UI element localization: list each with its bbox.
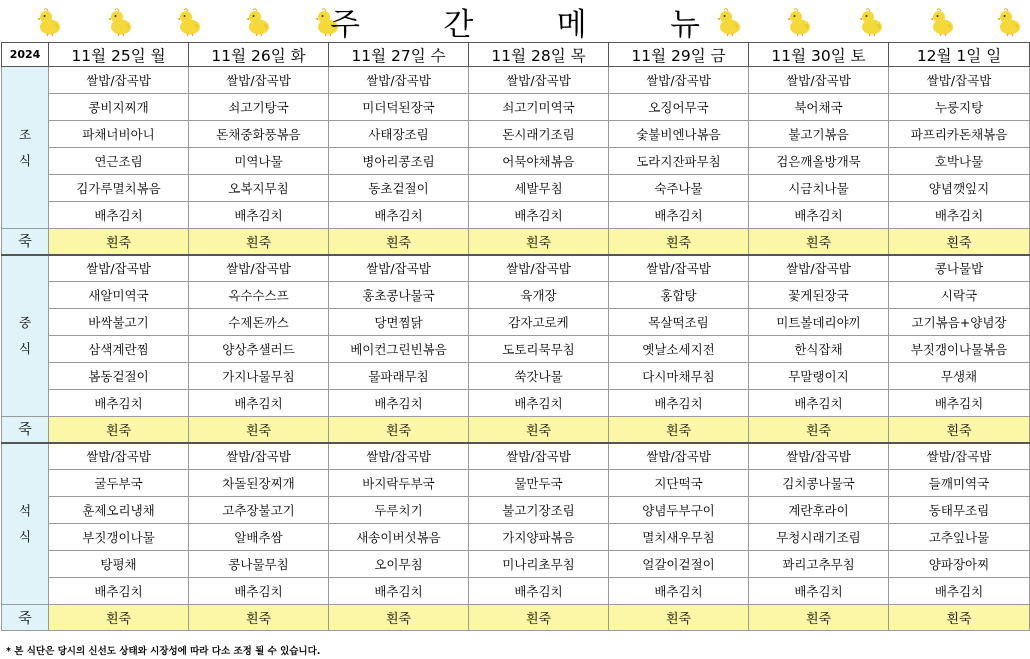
day-header: 11월 26일 화 [189, 43, 329, 67]
day-header: 11월 29일 금 [609, 43, 749, 67]
porridge-cell: 흰죽 [189, 605, 329, 631]
menu-cell: 배추김치 [49, 390, 189, 417]
menu-cell: 병아리콩조림 [329, 148, 469, 175]
chick-icon [245, 6, 271, 36]
menu-cell: 쌀밥/잡곡밥 [49, 255, 189, 282]
menu-cell: 훈제오리냉채 [49, 497, 189, 524]
porridge-cell: 흰죽 [49, 605, 189, 631]
menu-cell: 무말랭이지 [749, 363, 889, 390]
menu-cell: 배추김치 [189, 390, 329, 417]
day-header: 11월 25일 월 [49, 43, 189, 67]
menu-row [2, 551, 1030, 578]
menu-row [2, 255, 1030, 282]
menu-cell: 양파장아찌 [889, 551, 1030, 578]
menu-cell: 부짓갱이나물 [49, 524, 189, 551]
menu-cell: 쌀밥/잡곡밥 [889, 443, 1030, 470]
menu-cell: 누룽지탕 [889, 94, 1030, 121]
menu-cell: 배추김치 [469, 390, 609, 417]
menu-cell: 물만두국 [469, 470, 609, 497]
menu-cell: 도토리묵무침 [469, 336, 609, 363]
menu-cell: 배추김치 [49, 202, 189, 229]
menu-cell: 쌀밥/잡곡밥 [469, 443, 609, 470]
porridge-row [2, 605, 1030, 631]
menu-cell: 부짓갱이나물볶음 [889, 336, 1030, 363]
porridge-cell: 흰죽 [609, 229, 749, 255]
menu-cell: 콩나물밥 [889, 255, 1030, 282]
menu-cell: 양념두부구이 [609, 497, 749, 524]
menu-cell: 도라지잔파무침 [609, 148, 749, 175]
menu-cell: 미더덕된장국 [329, 94, 469, 121]
year-label: 2024 [2, 43, 49, 67]
menu-cell: 무청시래기조림 [749, 524, 889, 551]
menu-cell: 바싹불고기 [49, 309, 189, 336]
menu-cell: 시금치나물 [749, 175, 889, 202]
porridge-cell: 흰죽 [469, 605, 609, 631]
menu-cell: 쌀밥/잡곡밥 [469, 67, 609, 94]
menu-cell: 호박나물 [889, 148, 1030, 175]
menu-cell: 양념깻잎지 [889, 175, 1030, 202]
porridge-cell: 흰죽 [609, 605, 749, 631]
menu-cell: 베이컨그린빈볶음 [329, 336, 469, 363]
meal-label-char: 식 [18, 152, 32, 168]
title-char: 간 [443, 6, 474, 43]
menu-cell: 쌀밥/잡곡밥 [749, 67, 889, 94]
menu-cell: 꽃게된장국 [749, 282, 889, 309]
menu-cell: 목살떡조림 [609, 309, 749, 336]
menu-row [2, 202, 1030, 229]
chick-icon [716, 6, 742, 36]
porridge-cell: 흰죽 [749, 417, 889, 443]
menu-cell: 다시마채무침 [609, 363, 749, 390]
menu-cell: 배추김치 [749, 578, 889, 605]
menu-cell: 쌀밥/잡곡밥 [49, 443, 189, 470]
menu-cell: 쌀밥/잡곡밥 [469, 255, 609, 282]
menu-cell: 삼색계란찜 [49, 336, 189, 363]
menu-cell: 세발무침 [469, 175, 609, 202]
title-char: 메 [556, 6, 587, 43]
chick-icon [36, 6, 62, 36]
menu-cell: 봄동겉절이 [49, 363, 189, 390]
title-bar [0, 0, 1030, 42]
menu-row [2, 175, 1030, 202]
porridge-cell: 흰죽 [889, 417, 1030, 443]
menu-cell: 배추김치 [189, 202, 329, 229]
menu-row [2, 497, 1030, 524]
menu-cell: 홍초콩나물국 [329, 282, 469, 309]
menu-cell: 미트볼데리야끼 [749, 309, 889, 336]
menu-cell: 쌀밥/잡곡밥 [329, 255, 469, 282]
menu-cell: 미역나물 [189, 148, 329, 175]
menu-cell: 사태장조림 [329, 121, 469, 148]
menu-cell: 어묵야채볶음 [469, 148, 609, 175]
menu-cell: 배추김치 [889, 390, 1030, 417]
menu-cell: 쌀밥/잡곡밥 [889, 67, 1030, 94]
meal-label [2, 255, 49, 417]
menu-cell: 육개장 [469, 282, 609, 309]
menu-cell: 배추김치 [329, 578, 469, 605]
header-row [2, 43, 1030, 67]
menu-cell: 쇠고기탕국 [189, 94, 329, 121]
meal-label-char: 조 [18, 126, 32, 142]
meal-label [2, 443, 49, 605]
menu-cell: 가지나물무침 [189, 363, 329, 390]
porridge-cell: 흰죽 [609, 417, 749, 443]
porridge-cell: 흰죽 [49, 229, 189, 255]
menu-cell: 새알미역국 [49, 282, 189, 309]
weekly-menu-table [1, 42, 1030, 631]
porridge-cell: 흰죽 [329, 605, 469, 631]
menu-cell: 북어채국 [749, 94, 889, 121]
menu-cell: 배추김치 [609, 578, 749, 605]
menu-cell: 배추김치 [609, 202, 749, 229]
menu-body [2, 67, 1030, 631]
menu-cell: 새송이버섯볶음 [329, 524, 469, 551]
menu-cell: 옥수수스프 [189, 282, 329, 309]
menu-row [2, 67, 1030, 94]
menu-row [2, 363, 1030, 390]
menu-cell: 돈채중화풍볶음 [189, 121, 329, 148]
porridge-cell: 흰죽 [189, 229, 329, 255]
menu-cell: 쑥갓나물 [469, 363, 609, 390]
menu-cell: 물파래무침 [329, 363, 469, 390]
porridge-cell: 흰죽 [889, 229, 1030, 255]
menu-cell: 감자고로케 [469, 309, 609, 336]
menu-cell: 한식잡채 [749, 336, 889, 363]
menu-cell: 연근조림 [49, 148, 189, 175]
menu-cell: 홍합탕 [609, 282, 749, 309]
porridge-label: 죽 [2, 229, 49, 255]
meal-label-char: 중 [18, 314, 32, 330]
menu-cell: 양상추샐러드 [189, 336, 329, 363]
porridge-label: 죽 [2, 605, 49, 631]
day-header: 11월 28일 목 [469, 43, 609, 67]
menu-row [2, 309, 1030, 336]
menu-cell: 두루치기 [329, 497, 469, 524]
day-header: 11월 30일 토 [749, 43, 889, 67]
menu-cell: 지단떡국 [609, 470, 749, 497]
porridge-row [2, 229, 1030, 255]
menu-cell: 쌀밥/잡곡밥 [749, 255, 889, 282]
footnote: * 본 식단은 당시의 신선도 상태와 시장성에 따라 다소 조정 될 수 있습니다. [6, 646, 321, 657]
menu-row [2, 524, 1030, 551]
menu-cell: 배추김치 [189, 578, 329, 605]
menu-cell: 쌀밥/잡곡밥 [189, 255, 329, 282]
menu-cell: 동태무조림 [889, 497, 1030, 524]
porridge-cell: 흰죽 [329, 417, 469, 443]
menu-cell: 배추김치 [609, 390, 749, 417]
menu-cell: 오징어무국 [609, 94, 749, 121]
menu-cell: 숙주나물 [609, 175, 749, 202]
menu-cell: 배추김치 [749, 390, 889, 417]
menu-row [2, 121, 1030, 148]
porridge-cell: 흰죽 [469, 229, 609, 255]
menu-cell: 얼갈이겉절이 [609, 551, 749, 578]
menu-cell: 파프리카돈채볶음 [889, 121, 1030, 148]
menu-cell: 굴두부국 [49, 470, 189, 497]
title-char: 주 [330, 6, 360, 43]
menu-cell: 들깨미역국 [889, 470, 1030, 497]
menu-cell: 쌀밥/잡곡밥 [189, 443, 329, 470]
chick-icon [176, 6, 202, 36]
menu-cell: 차돌된장찌개 [189, 470, 329, 497]
menu-cell: 불고기볶음 [749, 121, 889, 148]
menu-row [2, 148, 1030, 175]
chick-icon [996, 6, 1022, 36]
menu-cell: 숯불비엔나볶음 [609, 121, 749, 148]
menu-cell: 수제돈까스 [189, 309, 329, 336]
porridge-cell: 흰죽 [329, 229, 469, 255]
menu-cell: 파채너비아니 [49, 121, 189, 148]
menu-row [2, 336, 1030, 363]
menu-cell: 오복지무침 [189, 175, 329, 202]
chick-icon [786, 6, 812, 36]
menu-cell: 검은깨올방개묵 [749, 148, 889, 175]
menu-cell: 쌀밥/잡곡밥 [609, 67, 749, 94]
meal-label-char: 석 [18, 502, 32, 518]
meal-label-char: 식 [18, 528, 32, 544]
menu-cell: 쌀밥/잡곡밥 [329, 443, 469, 470]
menu-cell: 돈시래기조림 [469, 121, 609, 148]
porridge-cell: 흰죽 [889, 605, 1030, 631]
menu-cell: 미나리초무침 [469, 551, 609, 578]
chick-icon [858, 6, 884, 36]
page-title [330, 2, 700, 43]
menu-cell: 옛날소세지전 [609, 336, 749, 363]
meal-label-char: 식 [18, 340, 32, 356]
menu-cell: 탕평채 [49, 551, 189, 578]
menu-cell: 김치콩나물국 [749, 470, 889, 497]
meal-label [2, 67, 49, 229]
menu-cell: 가지양파볶음 [469, 524, 609, 551]
porridge-cell: 흰죽 [49, 417, 189, 443]
porridge-cell: 흰죽 [469, 417, 609, 443]
menu-row [2, 578, 1030, 605]
porridge-row [2, 417, 1030, 443]
day-header: 11월 27일 수 [329, 43, 469, 67]
menu-cell: 오이무침 [329, 551, 469, 578]
menu-row [2, 390, 1030, 417]
menu-cell: 쌀밥/잡곡밥 [189, 67, 329, 94]
menu-row [2, 282, 1030, 309]
menu-cell: 콩비지찌개 [49, 94, 189, 121]
menu-cell: 바지락두부국 [329, 470, 469, 497]
menu-row [2, 443, 1030, 470]
menu-cell: 쌀밥/잡곡밥 [329, 67, 469, 94]
menu-cell: 배추김치 [49, 578, 189, 605]
menu-cell: 고기볶음+양념장 [889, 309, 1030, 336]
day-header: 12월 1일 일 [889, 43, 1030, 67]
porridge-cell: 흰죽 [749, 229, 889, 255]
menu-cell: 불고기장조림 [469, 497, 609, 524]
menu-cell: 김가루멸치볶음 [49, 175, 189, 202]
menu-cell: 쌀밥/잡곡밥 [609, 443, 749, 470]
menu-cell: 당면찜닭 [329, 309, 469, 336]
porridge-cell: 흰죽 [749, 605, 889, 631]
porridge-label: 죽 [2, 417, 49, 443]
menu-cell: 배추김치 [469, 578, 609, 605]
menu-cell: 동초겉절이 [329, 175, 469, 202]
menu-cell: 쌀밥/잡곡밥 [49, 67, 189, 94]
menu-cell: 무생채 [889, 363, 1030, 390]
menu-cell: 배추김치 [329, 202, 469, 229]
menu-cell: 배추김치 [749, 202, 889, 229]
menu-cell: 꽈리고추무침 [749, 551, 889, 578]
porridge-cell: 흰죽 [189, 417, 329, 443]
menu-cell: 쌀밥/잡곡밥 [749, 443, 889, 470]
chick-icon [929, 6, 955, 36]
menu-cell: 배추김치 [329, 390, 469, 417]
menu-cell: 시락국 [889, 282, 1030, 309]
menu-cell: 배추김치 [889, 578, 1030, 605]
menu-cell: 알배추쌈 [189, 524, 329, 551]
menu-row [2, 94, 1030, 121]
menu-cell: 계란후라이 [749, 497, 889, 524]
menu-row [2, 470, 1030, 497]
menu-cell: 콩나물무침 [189, 551, 329, 578]
menu-cell: 쇠고기미역국 [469, 94, 609, 121]
menu-cell: 고추잎나물 [889, 524, 1030, 551]
menu-cell: 배추김치 [889, 202, 1030, 229]
title-char: 뉴 [670, 6, 700, 43]
menu-cell: 쌀밥/잡곡밥 [609, 255, 749, 282]
menu-cell: 고추장불고기 [189, 497, 329, 524]
menu-cell: 멸치새우무침 [609, 524, 749, 551]
menu-cell: 배추김치 [469, 202, 609, 229]
chick-icon [107, 6, 133, 36]
